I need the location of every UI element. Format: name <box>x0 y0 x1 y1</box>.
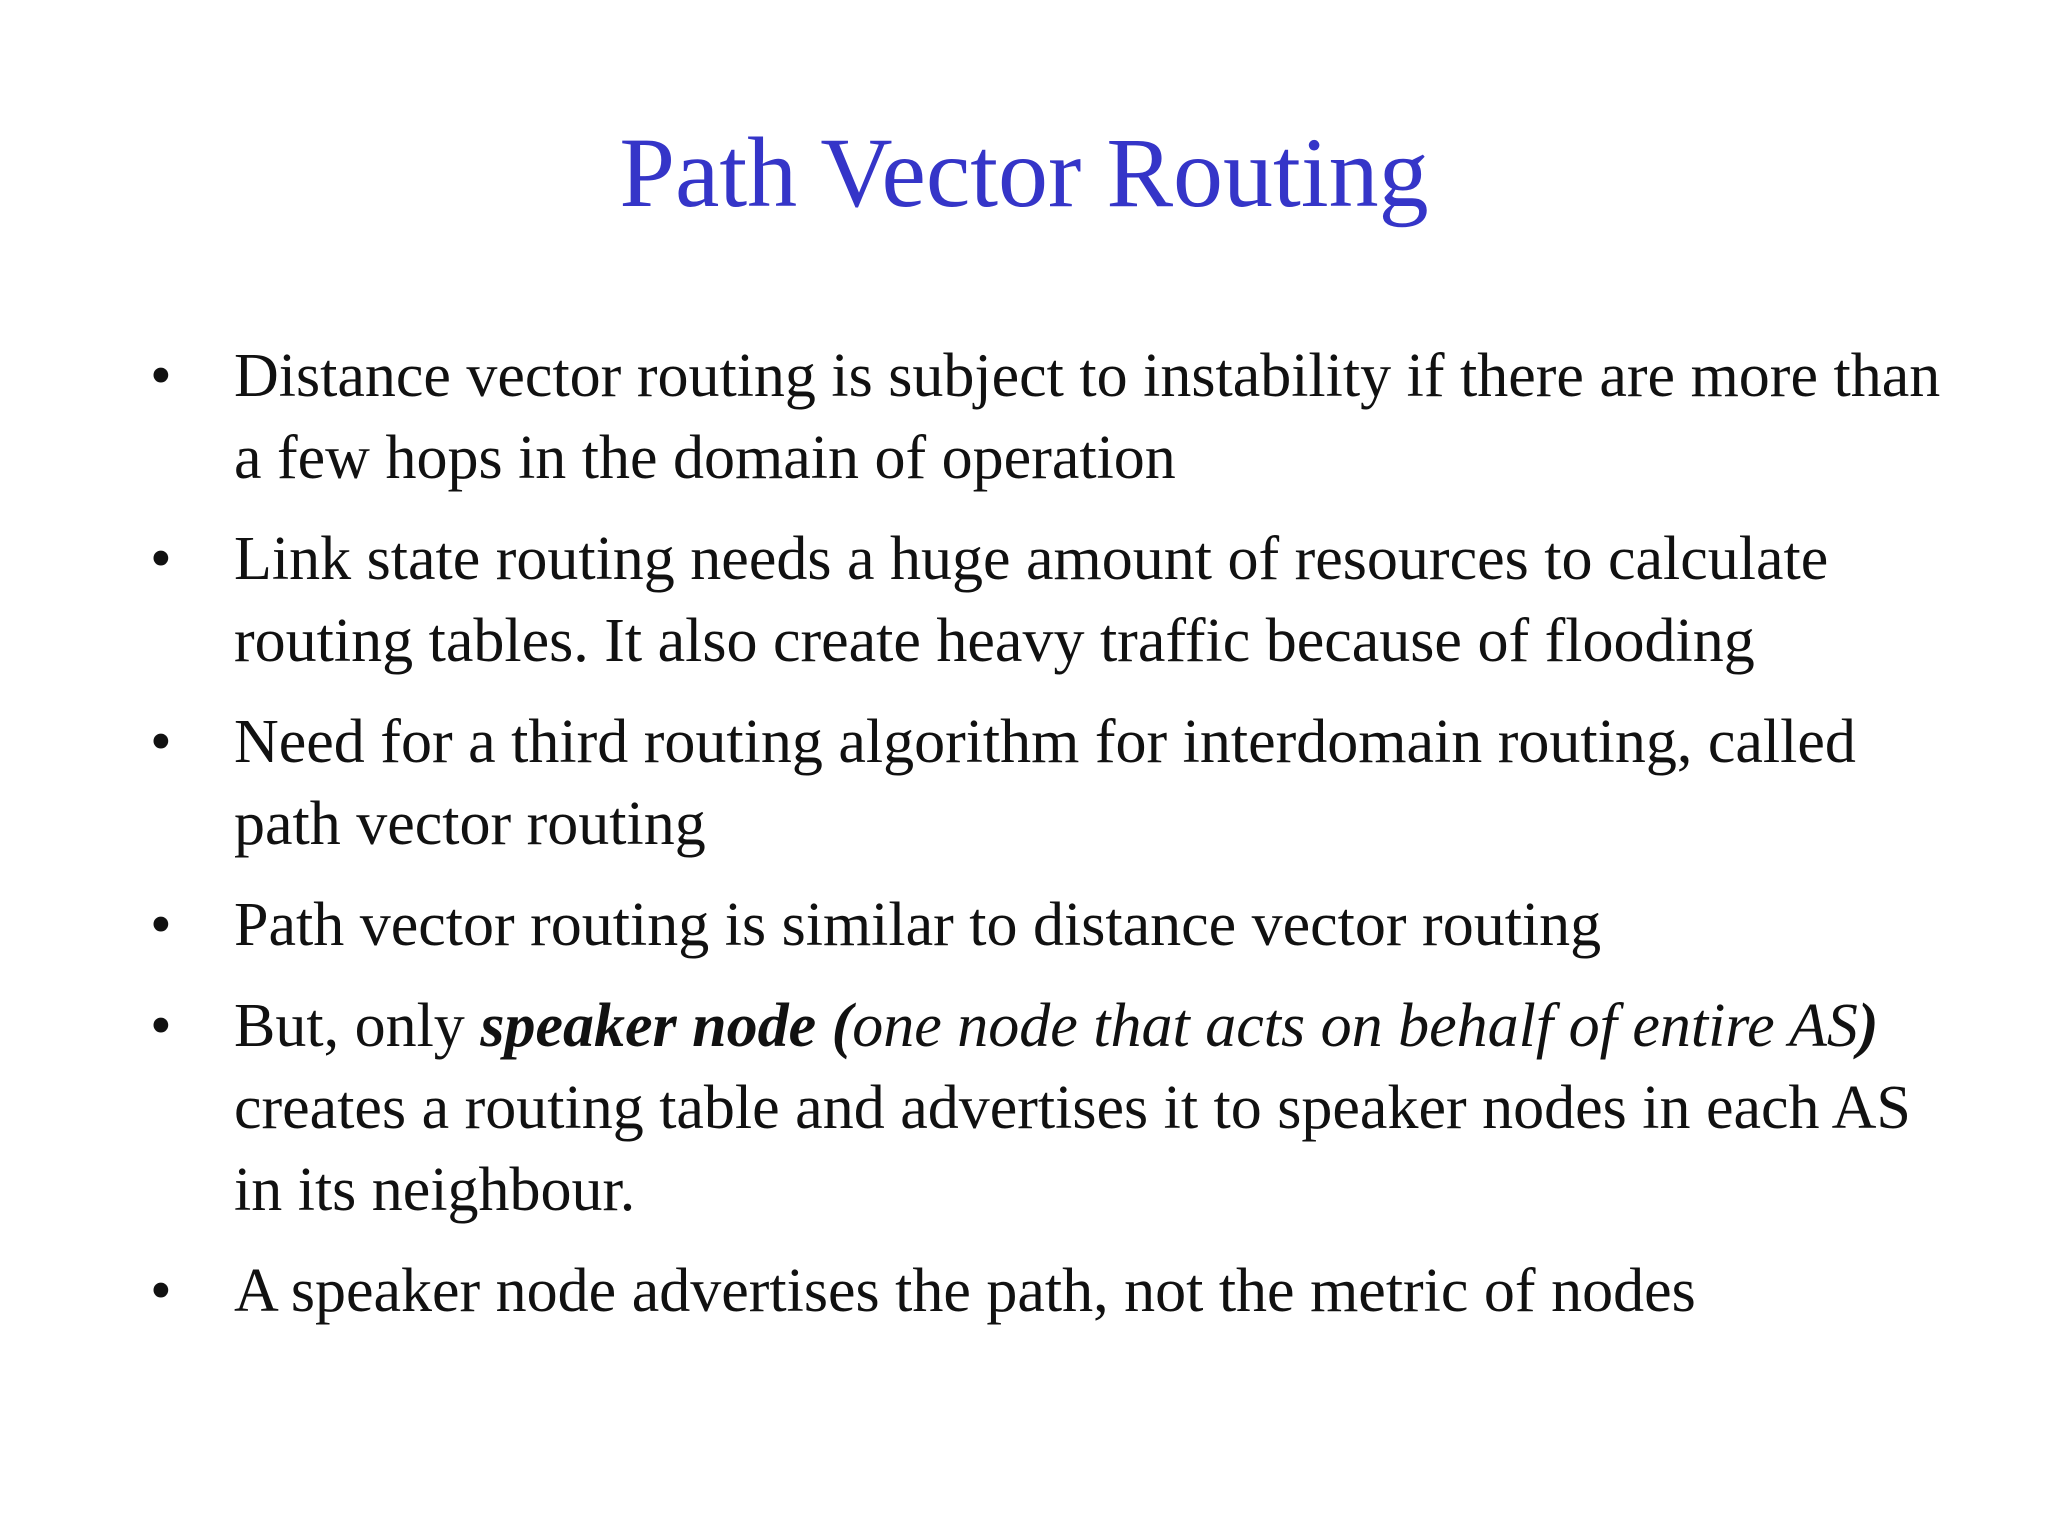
bullet-text: Distance vector routing is subject to instability if there are more than a few hops in the domain of operation <box>234 342 1941 492</box>
closing-paren: ) <box>1857 992 1879 1060</box>
bullet-item-3 <box>150 701 1950 865</box>
bullet-text: Path vector routing is similar to distance vector routing <box>234 891 1602 959</box>
bullet-item-6 <box>150 1250 1950 1332</box>
bullet-text: Link state routing needs a huge amount of resources to calculate routing tables. It also create heavy traffic because of flooding <box>234 525 1829 675</box>
bullet-text-tail: creates a routing table and advertises it to speaker nodes in each AS in its neighbour. <box>234 1074 1911 1224</box>
bullet-text <box>234 992 1911 1224</box>
bullet-marker: • <box>150 525 172 593</box>
bullet-text-lead: But, only <box>234 992 481 1060</box>
slide-title: Path Vector Routing <box>619 117 1429 228</box>
bullet-marker: • <box>150 342 172 410</box>
bullet-text: A speaker node advertises the path, not the metric of nodes <box>234 1257 1696 1325</box>
bullet-marker: • <box>150 992 172 1060</box>
bullet-item-2 <box>150 518 1950 682</box>
speaker-node-term: speaker node ( <box>480 992 853 1060</box>
speaker-node-definition: one node that acts on behalf of entire AS <box>852 992 1858 1060</box>
bullet-text: Need for a third routing algorithm for interdomain routing, called path vector routing <box>234 708 1856 858</box>
bullet-marker: • <box>150 708 172 776</box>
bullet-marker: • <box>150 891 172 959</box>
bullet-list <box>150 335 1950 1351</box>
bullet-marker: • <box>150 1257 172 1325</box>
bullet-item-4 <box>150 884 1950 966</box>
bullet-item-1 <box>150 335 1950 499</box>
bullet-item-5 <box>150 985 1950 1231</box>
